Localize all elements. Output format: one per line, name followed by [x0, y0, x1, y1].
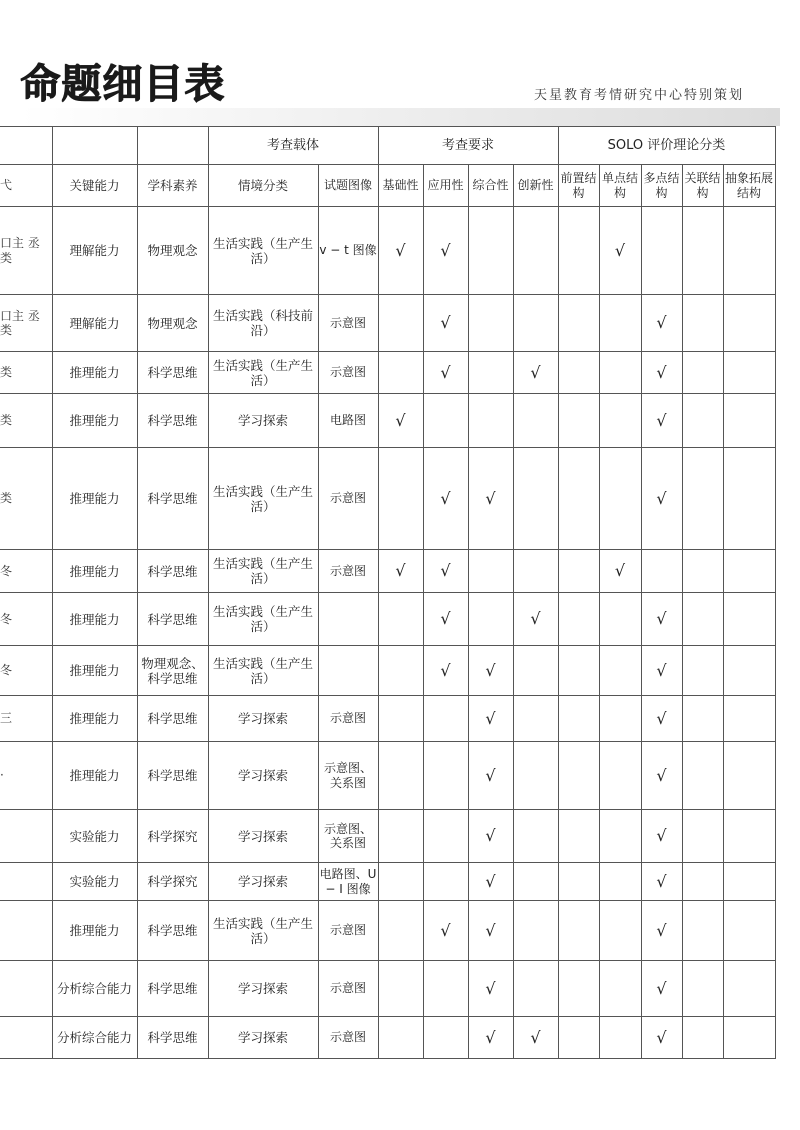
check-mark: √	[641, 901, 682, 961]
empty-cell	[558, 901, 599, 961]
empty-cell	[378, 646, 423, 696]
cell-c0: 类	[0, 352, 52, 394]
page-subtitle: 天星教育考情研究中心特别策划	[533, 88, 744, 103]
cell-ability: 推理能力	[52, 646, 137, 696]
empty-cell	[599, 696, 641, 742]
empty-cell	[468, 207, 513, 295]
empty-cell	[378, 352, 423, 394]
empty-cell	[682, 448, 723, 550]
empty-cell	[682, 207, 723, 295]
empty-cell	[513, 901, 558, 961]
empty-cell	[468, 295, 513, 352]
header-innov: 创新性	[513, 165, 558, 207]
empty-cell	[723, 207, 775, 295]
empty-cell	[599, 863, 641, 901]
cell-ability: 推理能力	[52, 696, 137, 742]
cell-ability: 理解能力	[52, 295, 137, 352]
empty-cell	[682, 810, 723, 863]
empty-cell	[558, 295, 599, 352]
cell-image: 示意图	[318, 295, 378, 352]
empty-cell	[558, 352, 599, 394]
empty-cell	[378, 448, 423, 550]
empty-cell	[558, 448, 599, 550]
empty-cell	[682, 961, 723, 1017]
cell-c0: 口主 丞类	[0, 207, 52, 295]
cell-c0	[0, 961, 52, 1017]
cell-ability: 推理能力	[52, 742, 137, 810]
cell-image: v − t 图像	[318, 207, 378, 295]
empty-cell	[723, 742, 775, 810]
empty-cell	[558, 394, 599, 448]
check-mark: √	[378, 207, 423, 295]
empty-cell	[723, 295, 775, 352]
check-mark: √	[468, 696, 513, 742]
check-mark: √	[641, 593, 682, 646]
cell-context: 生活实践（生产生活）	[208, 207, 318, 295]
cell-literacy: 科学思维	[137, 352, 208, 394]
cell-c0: 类	[0, 448, 52, 550]
cell-c0: 类	[0, 394, 52, 448]
header-solo-group: SOLO 评价理论分类	[558, 127, 775, 165]
empty-cell	[378, 961, 423, 1017]
check-mark: √	[468, 901, 513, 961]
empty-cell	[599, 961, 641, 1017]
empty-cell	[599, 295, 641, 352]
check-mark: √	[641, 810, 682, 863]
check-mark: √	[468, 646, 513, 696]
empty-cell	[723, 863, 775, 901]
check-mark: √	[423, 295, 468, 352]
cell-c0: 冬	[0, 646, 52, 696]
check-mark: √	[641, 863, 682, 901]
cell-ability: 理解能力	[52, 207, 137, 295]
cell-c0: 冬	[0, 550, 52, 593]
empty-cell	[558, 696, 599, 742]
cell-c0: 三	[0, 696, 52, 742]
check-mark: √	[468, 810, 513, 863]
table-row	[0, 207, 775, 295]
cell-c0: 口主 丞类	[0, 295, 52, 352]
cell-literacy: 科学思维	[137, 742, 208, 810]
table-row	[0, 810, 775, 863]
cell-context: 学习探索	[208, 810, 318, 863]
check-mark: √	[641, 352, 682, 394]
empty-cell	[423, 696, 468, 742]
check-mark: √	[641, 961, 682, 1017]
empty-cell	[423, 742, 468, 810]
cell-context: 学习探索	[208, 394, 318, 448]
empty-cell	[468, 394, 513, 448]
cell-c0: 冬	[0, 593, 52, 646]
empty-cell	[599, 742, 641, 810]
cell-literacy: 科学思维	[137, 550, 208, 593]
cell-literacy: 科学思维	[137, 448, 208, 550]
empty-cell	[378, 696, 423, 742]
empty-cell	[513, 646, 558, 696]
cell-context: 学习探索	[208, 863, 318, 901]
cell-literacy: 科学思维	[137, 901, 208, 961]
table-row	[0, 742, 775, 810]
cell-ability: 推理能力	[52, 448, 137, 550]
empty-cell	[513, 742, 558, 810]
header-apply: 应用性	[423, 165, 468, 207]
cell-context: 生活实践（生产生活）	[208, 550, 318, 593]
check-mark: √	[468, 1017, 513, 1059]
empty-cell	[682, 352, 723, 394]
check-mark: √	[599, 550, 641, 593]
cell-ability: 推理能力	[52, 593, 137, 646]
check-mark: √	[641, 696, 682, 742]
table-row	[0, 863, 775, 901]
empty-cell	[558, 810, 599, 863]
table-row	[0, 394, 775, 448]
header-image: 试题图像	[318, 165, 378, 207]
check-mark: √	[513, 352, 558, 394]
cell-literacy: 科学思维	[137, 1017, 208, 1059]
cell-ability: 实验能力	[52, 810, 137, 863]
cell-image: 电路图	[318, 394, 378, 448]
empty-cell	[558, 550, 599, 593]
cell-literacy: 科学思维	[137, 593, 208, 646]
check-mark: √	[423, 352, 468, 394]
empty-cell	[558, 742, 599, 810]
cell-literacy: 物理观念、科学思维	[137, 646, 208, 696]
empty-cell	[378, 295, 423, 352]
empty-cell	[558, 646, 599, 696]
empty-cell	[599, 394, 641, 448]
cell-context: 学习探索	[208, 961, 318, 1017]
empty-cell	[513, 961, 558, 1017]
table-row	[0, 593, 775, 646]
check-mark: √	[423, 550, 468, 593]
cell-image: 电路图、U − I 图像	[318, 863, 378, 901]
empty-cell	[682, 646, 723, 696]
table-row	[0, 1017, 775, 1059]
header-multi: 多点结构	[641, 165, 682, 207]
empty-cell	[378, 863, 423, 901]
cell-literacy: 科学探究	[137, 863, 208, 901]
empty-cell	[723, 550, 775, 593]
header-spacer	[52, 127, 137, 165]
cell-ability: 实验能力	[52, 863, 137, 901]
empty-cell	[599, 593, 641, 646]
check-mark: √	[599, 207, 641, 295]
check-mark: √	[641, 646, 682, 696]
header-basic: 基础性	[378, 165, 423, 207]
header-carrier-group: 考查载体	[208, 127, 378, 165]
header-compre: 综合性	[468, 165, 513, 207]
cell-image: 示意图	[318, 961, 378, 1017]
cell-ability: 推理能力	[52, 550, 137, 593]
cell-c0	[0, 863, 52, 901]
cell-literacy: 科学探究	[137, 810, 208, 863]
empty-cell	[641, 550, 682, 593]
empty-cell	[599, 448, 641, 550]
check-mark: √	[641, 295, 682, 352]
empty-cell	[723, 593, 775, 646]
empty-cell	[423, 863, 468, 901]
empty-cell	[599, 352, 641, 394]
empty-cell	[599, 1017, 641, 1059]
cell-ability: 推理能力	[52, 394, 137, 448]
cell-context: 生活实践（科技前沿）	[208, 295, 318, 352]
check-mark: √	[468, 961, 513, 1017]
cell-context: 学习探索	[208, 1017, 318, 1059]
cell-literacy: 物理观念	[137, 295, 208, 352]
cell-image	[318, 593, 378, 646]
check-mark: √	[513, 1017, 558, 1059]
cell-ability: 分析综合能力	[52, 961, 137, 1017]
empty-cell	[723, 901, 775, 961]
empty-cell	[468, 550, 513, 593]
empty-cell	[513, 207, 558, 295]
empty-cell	[378, 593, 423, 646]
table-row	[0, 448, 775, 550]
cell-image: 示意图	[318, 550, 378, 593]
check-mark: √	[468, 863, 513, 901]
check-mark: √	[423, 901, 468, 961]
empty-cell	[723, 810, 775, 863]
empty-cell	[513, 295, 558, 352]
check-mark: √	[641, 394, 682, 448]
empty-cell	[513, 550, 558, 593]
header-context: 情境分类	[208, 165, 318, 207]
spec-table	[0, 126, 776, 1059]
check-mark: √	[468, 448, 513, 550]
empty-cell	[723, 352, 775, 394]
cell-image: 示意图	[318, 448, 378, 550]
header-ability: 关键能力	[52, 165, 137, 207]
check-mark: √	[641, 742, 682, 810]
empty-cell	[378, 810, 423, 863]
check-mark: √	[423, 448, 468, 550]
check-mark: √	[423, 646, 468, 696]
header-single: 单点结构	[599, 165, 641, 207]
empty-cell	[378, 1017, 423, 1059]
table-row	[0, 696, 775, 742]
empty-cell	[682, 295, 723, 352]
table-row	[0, 901, 775, 961]
cell-literacy: 科学思维	[137, 696, 208, 742]
cell-c0	[0, 810, 52, 863]
empty-cell	[423, 394, 468, 448]
check-mark: √	[423, 593, 468, 646]
empty-cell	[558, 863, 599, 901]
empty-cell	[723, 961, 775, 1017]
header-pre: 前置结构	[558, 165, 599, 207]
cell-image: 示意图	[318, 696, 378, 742]
empty-cell	[423, 1017, 468, 1059]
empty-cell	[468, 352, 513, 394]
cell-context: 生活实践（生产生活）	[208, 352, 318, 394]
empty-cell	[682, 394, 723, 448]
empty-cell	[723, 1017, 775, 1059]
cell-ability: 分析综合能力	[52, 1017, 137, 1059]
table-row	[0, 352, 775, 394]
empty-cell	[682, 901, 723, 961]
empty-cell	[513, 696, 558, 742]
empty-cell	[468, 593, 513, 646]
empty-cell	[599, 901, 641, 961]
table-row	[0, 646, 775, 696]
empty-cell	[723, 448, 775, 550]
empty-cell	[558, 593, 599, 646]
cell-image: 示意图	[318, 1017, 378, 1059]
empty-cell	[682, 593, 723, 646]
cell-image: 示意图、关系图	[318, 742, 378, 810]
cell-literacy: 科学思维	[137, 394, 208, 448]
empty-cell	[682, 1017, 723, 1059]
cell-c0: ·	[0, 742, 52, 810]
table-row	[0, 961, 775, 1017]
header-rel: 关联结构	[682, 165, 723, 207]
cell-context: 学习探索	[208, 742, 318, 810]
check-mark: √	[423, 207, 468, 295]
cell-image: 示意图	[318, 352, 378, 394]
check-mark: √	[641, 448, 682, 550]
table-body	[0, 207, 775, 1059]
empty-cell	[423, 961, 468, 1017]
empty-cell	[723, 394, 775, 448]
cell-context: 生活实践（生产生活）	[208, 593, 318, 646]
check-mark: √	[378, 550, 423, 593]
empty-cell	[682, 742, 723, 810]
empty-cell	[513, 863, 558, 901]
empty-cell	[599, 810, 641, 863]
empty-cell	[378, 901, 423, 961]
header-c0: 弋	[0, 165, 52, 207]
empty-cell	[423, 810, 468, 863]
cell-context: 生活实践（生产生活）	[208, 646, 318, 696]
check-mark: √	[641, 1017, 682, 1059]
empty-cell	[599, 646, 641, 696]
empty-cell	[723, 646, 775, 696]
header-abs: 抽象拓展结构	[723, 165, 775, 207]
cell-c0	[0, 901, 52, 961]
empty-cell	[558, 961, 599, 1017]
header-literacy: 学科素养	[137, 165, 208, 207]
check-mark: √	[468, 742, 513, 810]
cell-ability: 推理能力	[52, 901, 137, 961]
cell-context: 生活实践（生产生活）	[208, 901, 318, 961]
table-row	[0, 550, 775, 593]
cell-context: 生活实践（生产生活）	[208, 448, 318, 550]
header-spacer	[137, 127, 208, 165]
empty-cell	[641, 207, 682, 295]
check-mark: √	[513, 593, 558, 646]
cell-literacy: 物理观念	[137, 207, 208, 295]
page-title: 命题细目表	[20, 61, 225, 107]
cell-ability: 推理能力	[52, 352, 137, 394]
cell-literacy: 科学思维	[137, 961, 208, 1017]
cell-c0	[0, 1017, 52, 1059]
empty-cell	[378, 742, 423, 810]
empty-cell	[558, 1017, 599, 1059]
empty-cell	[682, 550, 723, 593]
empty-cell	[682, 696, 723, 742]
empty-cell	[682, 863, 723, 901]
check-mark: √	[378, 394, 423, 448]
empty-cell	[513, 394, 558, 448]
cell-image	[318, 646, 378, 696]
header-spacer	[0, 127, 52, 165]
empty-cell	[513, 448, 558, 550]
empty-cell	[513, 810, 558, 863]
header-requirement-group: 考查要求	[378, 127, 558, 165]
table-row	[0, 295, 775, 352]
header-shade-bar	[20, 108, 780, 126]
cell-image: 示意图	[318, 901, 378, 961]
empty-cell	[558, 207, 599, 295]
cell-image: 示意图、关系图	[318, 810, 378, 863]
cell-context: 学习探索	[208, 696, 318, 742]
empty-cell	[723, 696, 775, 742]
